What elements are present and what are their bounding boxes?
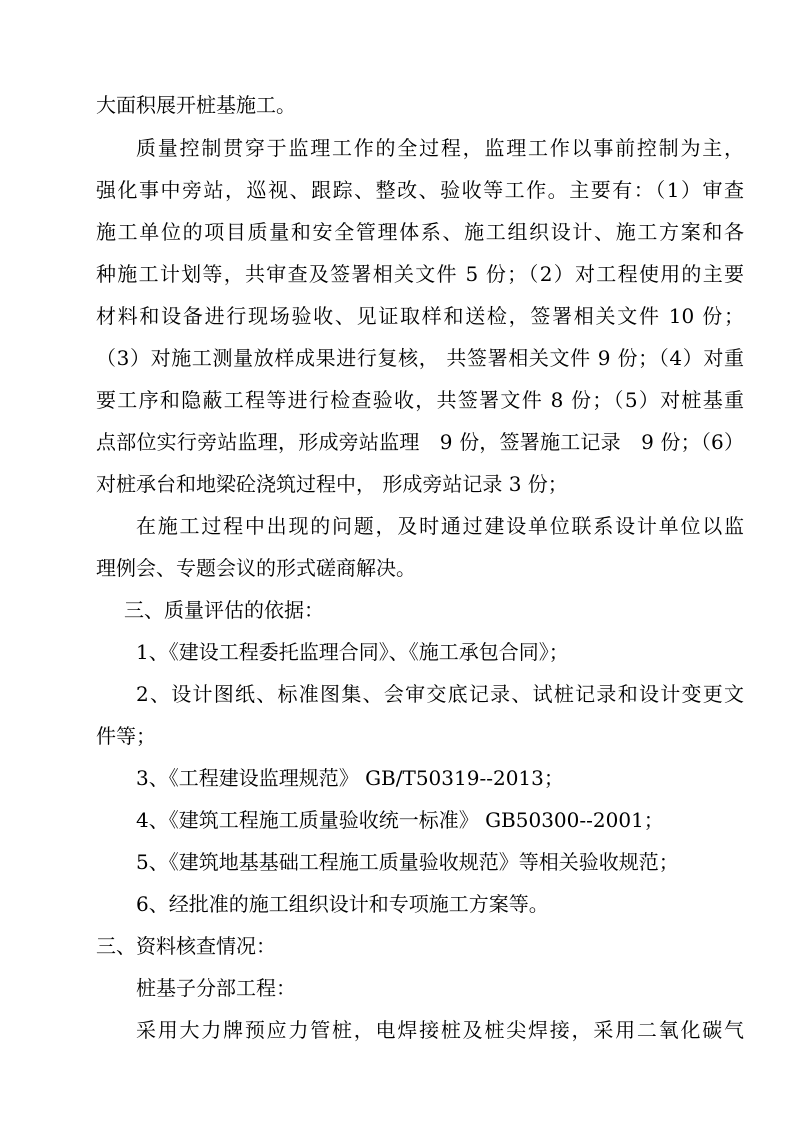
section-heading-basis: 三、质量评估的依据： [124,598,324,622]
text-line-4: 施工单位的项目质量和安全管理体系、施工组织设计、施工方案和各 [96,220,744,244]
text-line-3: 强化事中旁站，巡视、跟踪、整改、验收等工作。主要有：（1）审查 [96,178,744,202]
text-line-9: 点部位实行旁站监理，形成旁站监理 9 份，签署施工记录 9 份；（6） [96,430,744,454]
list-item-2-continued: 件等； [96,724,156,748]
text-line-1: 大面积展开桩基施工。 [96,93,296,117]
list-item-6: 6、经批准的施工组织设计和专项施工方案等。 [136,892,549,916]
text-line-12: 理例会、专题会议的形式磋商解决。 [96,556,416,580]
list-item-3: 3、《工程建设监理规范》 GB/T50319--2013； [136,766,564,790]
text-line-10: 对桩承台和地梁砼浇筑过程中， 形成旁站记录 3 份； [96,472,568,496]
subsection-heading-pile: 桩基子分部工程： [136,976,296,1000]
text-line-last: 采用大力牌预应力管桩，电焊接桩及桩尖焊接，采用二氧化碳气 [136,1018,744,1042]
list-item-2: 2、设计图纸、标准图集、会审交底记录、试桩记录和设计变更文 [136,682,744,706]
text-line-2: 质量控制贯穿于监理工作的全过程，监理工作以事前控制为主， [136,136,744,160]
text-line-5: 种施工计划等，共审查及签署相关文件 5 份；（2）对工程使用的主要 [96,262,744,286]
text-line-6: 材料和设备进行现场验收、见证取样和送检，签署相关文件 10 份； [96,304,744,328]
list-item-4: 4、《建筑工程施工质量验收统一标准》 GB50300--2001； [136,808,664,832]
text-line-11: 在施工过程中出现的问题，及时通过建设单位联系设计单位以监 [136,514,744,538]
text-line-7: （3）对施工测量放样成果进行复核， 共签署相关文件 9 份；（4）对重 [96,346,744,370]
section-heading-records: 三、资料核查情况： [96,934,276,958]
text-line-8: 要工序和隐蔽工程等进行检查验收，共签署文件 8 份；（5）对桩基重 [96,388,744,412]
list-item-1: 1、《建设工程委托监理合同》、《施工承包合同》； [136,640,569,664]
list-item-5: 5、《建筑地基基础工程施工质量验收规范》等相关验收规范； [136,850,679,874]
